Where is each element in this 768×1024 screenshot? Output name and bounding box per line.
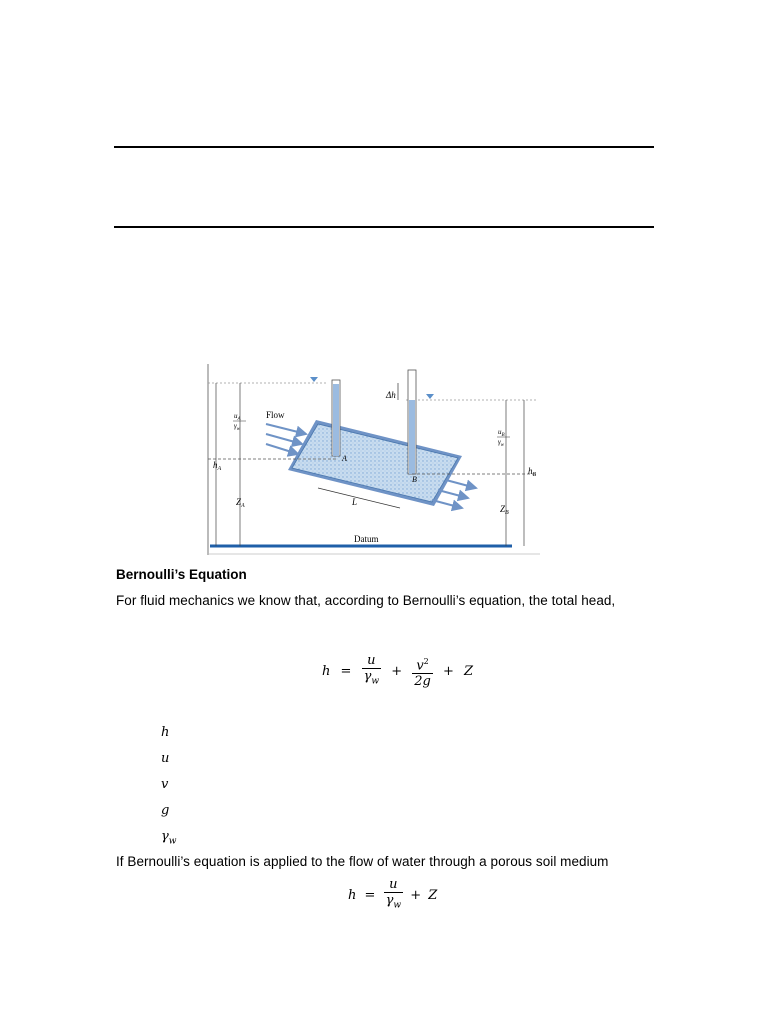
eq2-pressure-fraction bbox=[384, 877, 404, 914]
gamma-w-b-label: $\gamma_w$ bbox=[498, 438, 505, 448]
flow-arrow-in-1 bbox=[266, 424, 306, 434]
eq1-frac1-denominator: $\gamma_w$ bbox=[363, 669, 380, 687]
h-b-label: $h_B$ bbox=[528, 466, 537, 478]
flow-arrow-out-3 bbox=[432, 500, 462, 508]
eq2-elevation: Z bbox=[428, 887, 438, 903]
u-a-label: $u_A$ bbox=[234, 412, 241, 422]
piezometer-b-water bbox=[409, 400, 415, 474]
eq2-denominator: $\gamma_w$ bbox=[385, 893, 402, 911]
eq2-equals: = bbox=[364, 887, 376, 903]
second-rule bbox=[114, 226, 654, 228]
h-a-label: $h_A$ bbox=[213, 460, 222, 472]
eq1-plus-2: + bbox=[442, 663, 454, 679]
porous-medium-paragraph: If Bernoulli’s equation is applied to the flow of water through a porous soil medium bbox=[116, 854, 609, 869]
datum-label: Datum bbox=[354, 534, 379, 544]
eq1-frac1-numerator: u bbox=[362, 653, 382, 669]
point-a-label: A bbox=[342, 454, 347, 463]
eq2-plus: + bbox=[410, 887, 422, 903]
eq1-plus-1: + bbox=[391, 663, 403, 679]
z-b-label: $Z_B$ bbox=[500, 504, 509, 516]
eq1-frac2-numerator: $v^2$ bbox=[412, 654, 433, 674]
eq1-pressure-fraction bbox=[362, 653, 382, 690]
eq1-frac2-denominator: 2g bbox=[414, 673, 431, 689]
intro-paragraph: For fluid mechanics we know that, according to Bernoulli’s equation, the total head, bbox=[116, 593, 616, 608]
eq2-numerator: u bbox=[384, 877, 404, 893]
flow-arrow-in-3 bbox=[266, 444, 298, 454]
length-label: L bbox=[352, 497, 358, 507]
top-rule bbox=[114, 146, 654, 148]
point-b-label: B bbox=[412, 475, 417, 484]
soil-head-equation bbox=[348, 877, 437, 914]
symbol-gamma-w: $\gamma_w$ bbox=[161, 829, 177, 847]
section-heading: Bernoulli’s Equation bbox=[116, 567, 247, 582]
eq1-velocity-fraction bbox=[412, 654, 433, 689]
piezometer-a-water bbox=[333, 384, 339, 456]
eq1-lhs: h bbox=[322, 663, 331, 679]
symbol-h: h bbox=[161, 725, 170, 740]
bernoulli-soil-figure bbox=[206, 360, 542, 558]
gamma-w-a-label: $\gamma_w$ bbox=[234, 422, 241, 432]
eq1-equals: = bbox=[340, 663, 352, 679]
u-b-label: $u_B$ bbox=[498, 428, 505, 438]
water-level-marker-b bbox=[426, 394, 434, 399]
symbol-g: g bbox=[161, 803, 170, 818]
flow-label: Flow bbox=[266, 410, 285, 420]
bernoulli-equation bbox=[322, 653, 473, 690]
flow-arrow-out-1 bbox=[446, 480, 476, 488]
flow-arrow-out-2 bbox=[438, 490, 468, 498]
eq2-lhs: h bbox=[348, 887, 357, 903]
flow-arrow-in-2 bbox=[266, 434, 302, 444]
symbol-u: u bbox=[161, 751, 170, 766]
eq1-elevation: Z bbox=[464, 663, 474, 679]
symbol-v: v bbox=[161, 777, 169, 792]
delta-h-label: Δh bbox=[386, 390, 396, 400]
water-level-marker-a bbox=[310, 377, 318, 382]
z-a-label: $Z_A$ bbox=[236, 497, 245, 509]
